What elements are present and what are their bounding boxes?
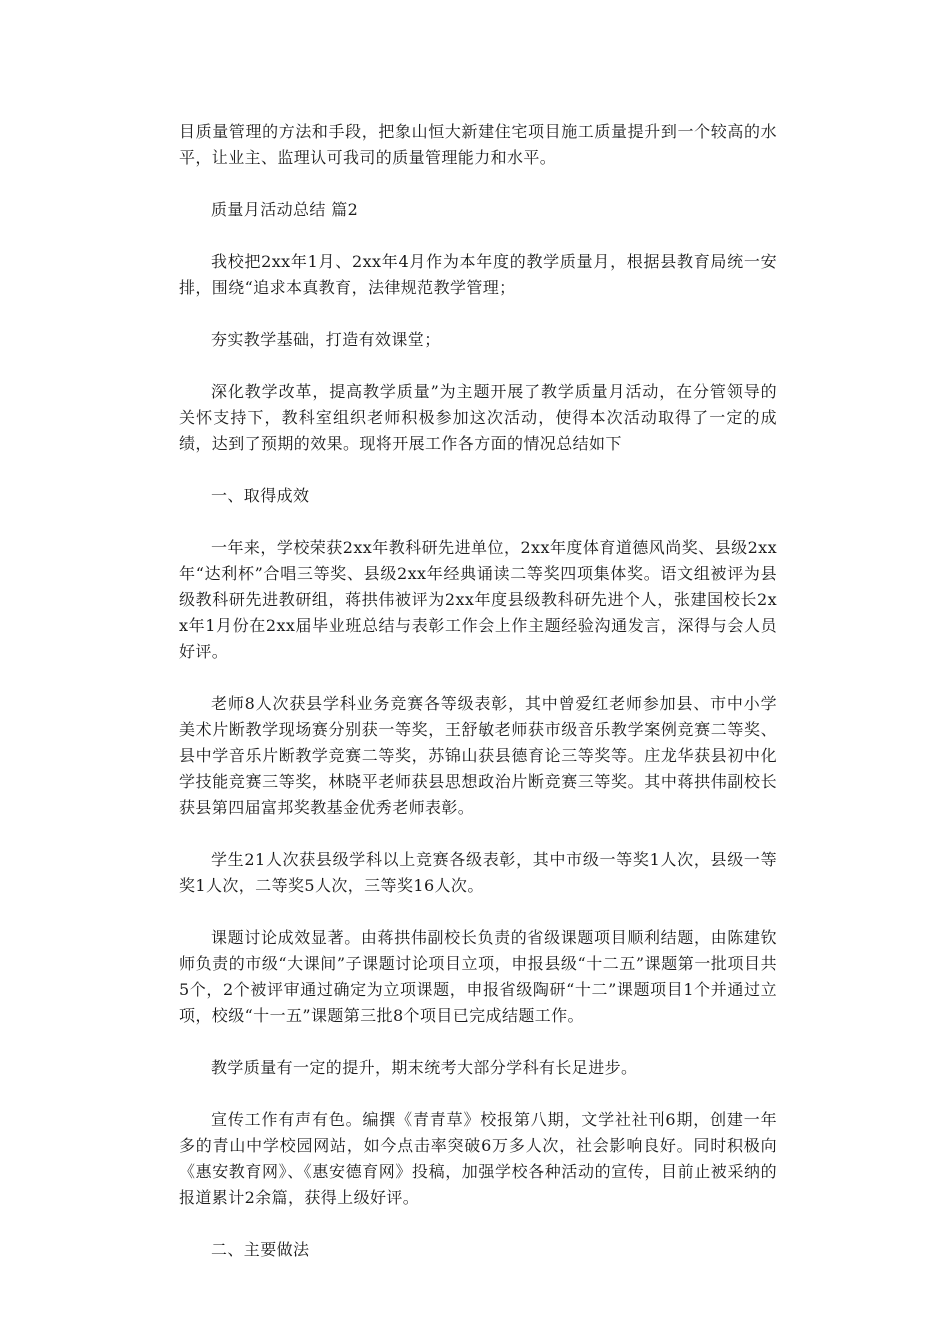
document-page: [179, 119, 777, 1263]
paragraph-student-awards: 学生21人次获县级学科以上竞赛各级表彰，其中市级一等奖1人次，县级一等奖1人次，二等奖5人次，三等奖16人次。: [179, 850, 777, 895]
paragraph-teacher-awards: 老师8人次获县学科业务竞赛各等级表彰，其中曾爱红老师参加县、市中小学美术片断教学现场赛分别获一等奖，王舒敏老师获市级音乐教学案例竞赛二等奖、县中学音乐片断教学竞赛二等奖，苏锦山获县德育论三等奖等。庄龙华获县初中化学技能竞赛三等奖，林晓平老师获县思想政治片断竞赛三等奖。其中蒋拱伟副校长获县第四届富邦奖教基金优秀老师表彰。: [179, 694, 777, 817]
heading-main-practices: 二、主要做法: [211, 1240, 310, 1259]
section-title-article-2: 质量月活动总结 篇2: [211, 200, 359, 219]
paragraph-school-awards: 一年来，学校荣获2xx年教科研先进单位，2xx年度体育道德风尚奖、县级2xx年“达利杯”合唱三等奖、县级2xx年经典诵读二等奖四项集体奖。语文组被评为县级教科研先进教研组，蒋拱伟被评为2xx年度县级教科研先进个人，张建国校长2xx年1月份在2xx届毕业班总结与表彰工作会上作主题经验沟通发言，深得与会人员好评。: [179, 538, 777, 661]
paragraph-teaching-quality: 教学质量有一定的提升，期末统考大部分学科有长足进步。: [211, 1058, 638, 1077]
paragraph-publicity: 宣传工作有声有色。编撰《青青草》校报第八期，文学社社刊6期，创建一年多的青山中学校园网站，如今点击率突破6万多人次，社会影响良好。同时积极向《惠安教育网》、《惠安德育网》投稿，加强学校各种活动的宣传，目前止被采纳的报道累计2余篇，获得上级好评。: [179, 1110, 777, 1207]
paragraph-intro-continuation: 目质量管理的方法和手段，把象山恒大新建住宅项目施工质量提升到一个较高的水平，让业主、监理认可我司的质量管理能力和水平。: [179, 122, 777, 167]
paragraph-teaching-foundation: 夯实教学基础，打造有效课堂；: [211, 330, 441, 349]
heading-achievements: 一、取得成效: [211, 486, 310, 505]
paragraph-research-projects: 课题讨论成效显著。由蒋拱伟副校长负责的省级课题项目顺利结题，由陈建钦师负责的市级“大课间”子课题讨论项目立项，申报县级“十二五”课题第一批项目共5个，2个被评审通过确定为立项课题，申报省级陶研“十二”课题项目1个并通过立项，校级“十一五”课题第三批8个项目已完成结题工作。: [179, 928, 777, 1025]
paragraph-teaching-reform: 深化教学改革，提高教学质量”为主题开展了教学质量月活动，在分管领导的关怀支持下，教科室组织老师积极参加这次活动，使得本次活动取得了一定的成绩，达到了预期的效果。现将开展工作各方面的情况总结如下: [179, 382, 777, 453]
paragraph-quality-month: 我校把2xx年1月、2xx年4月作为本年度的教学质量月，根据县教育局统一安排，围绕“追求本真教育，法律规范教学管理；: [179, 252, 777, 297]
